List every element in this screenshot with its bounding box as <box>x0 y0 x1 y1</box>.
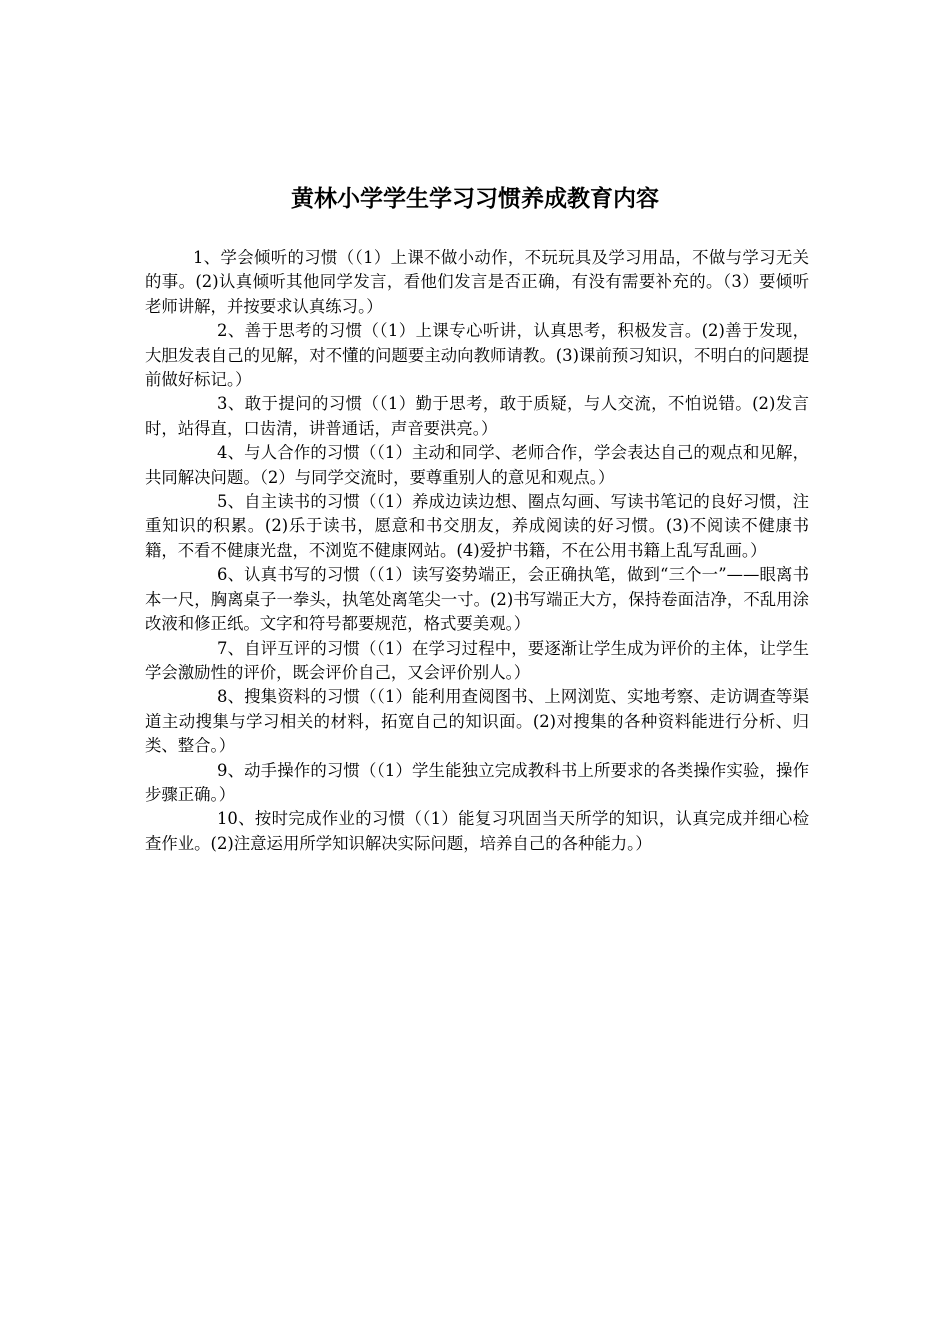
paragraph-listening-habit: 1、学会倾听的习惯（（1）上课不做小动作，不玩玩具及学习用品，不做与学习无关的事。(2)认真倾听其他同学发言，看他们发言是否正确，有没有需要补充的。（3）要倾听老师讲解，并按要求认真练习。） <box>145 248 809 316</box>
paragraph-cooperation-habit: 4、与人合作的习惯（（1）主动和同学、老师合作，学会表达自己的观点和见解，共同解决问题。（2）与同学交流时，要尊重别人的意见和观点。） <box>145 443 809 487</box>
document-body <box>145 246 809 856</box>
document-title: 黄林小学学生学习习惯养成教育内容 <box>291 186 659 212</box>
paragraph-questioning-habit: 3、敢于提问的习惯（（1）勤于思考，敢于质疑，与人交流，不怕说错。(2)发言时，站得直，口齿清，讲普通话，声音要洪亮。） <box>145 394 809 438</box>
paragraph-homework-habit: 10、按时完成作业的习惯（（1）能复习巩固当天所学的知识，认真完成并细心检查作业。(2)注意运用所学知识解决实际问题，培养自己的各种能力。） <box>145 809 809 853</box>
paragraph-hands-on-habit: 9、动手操作的习惯（（1）学生能独立完成教科书上所要求的各类操作实验，操作步骤正确。） <box>145 760 809 804</box>
paragraph-research-habit: 8、搜集资料的习惯（（1）能利用查阅图书、上网浏览、实地考察、走访调查等渠道主动搜集与学习相关的材料，拓宽自己的知识面。(2)对搜集的各种资料能进行分析、归类、整合。） <box>145 687 809 756</box>
paragraph-writing-habit: 6、认真书写的习惯（（1）读写姿势端正，会正确执笔，做到“三个一”——眼离书本一尺，胸离桌子一拳头，执笔处离笔尖一寸。(2)书写端正大方，保持卷面洁净，不乱用涂改液和修正纸。文字和符号都要规范，格式要美观。） <box>145 565 809 634</box>
paragraph-reading-habit: 5、自主读书的习惯（（1）养成边读边想、圈点勾画、写读书笔记的良好习惯，注重知识的积累。(2)乐于读书，愿意和书交朋友，养成阅读的好习惯。(3)不阅读不健康书籍，不看不健康光盘，不浏览不健康网站。(4)爱护书籍，不在公用书籍上乱写乱画。） <box>145 492 809 560</box>
paragraph-thinking-habit: 2、善于思考的习惯（（1）上课专心听讲，认真思考，积极发言。(2)善于发现，大胆发表自己的见解，对不懂的问题要主动向教师请教。(3)课前预习知识，不明白的问题提前做好标记。） <box>145 321 809 390</box>
paragraph-evaluation-habit: 7、自评互评的习惯（（1）在学习过程中，要逐渐让学生成为评价的主体，让学生学会激励性的评价，既会评价自己，又会评价别人。） <box>145 638 809 682</box>
